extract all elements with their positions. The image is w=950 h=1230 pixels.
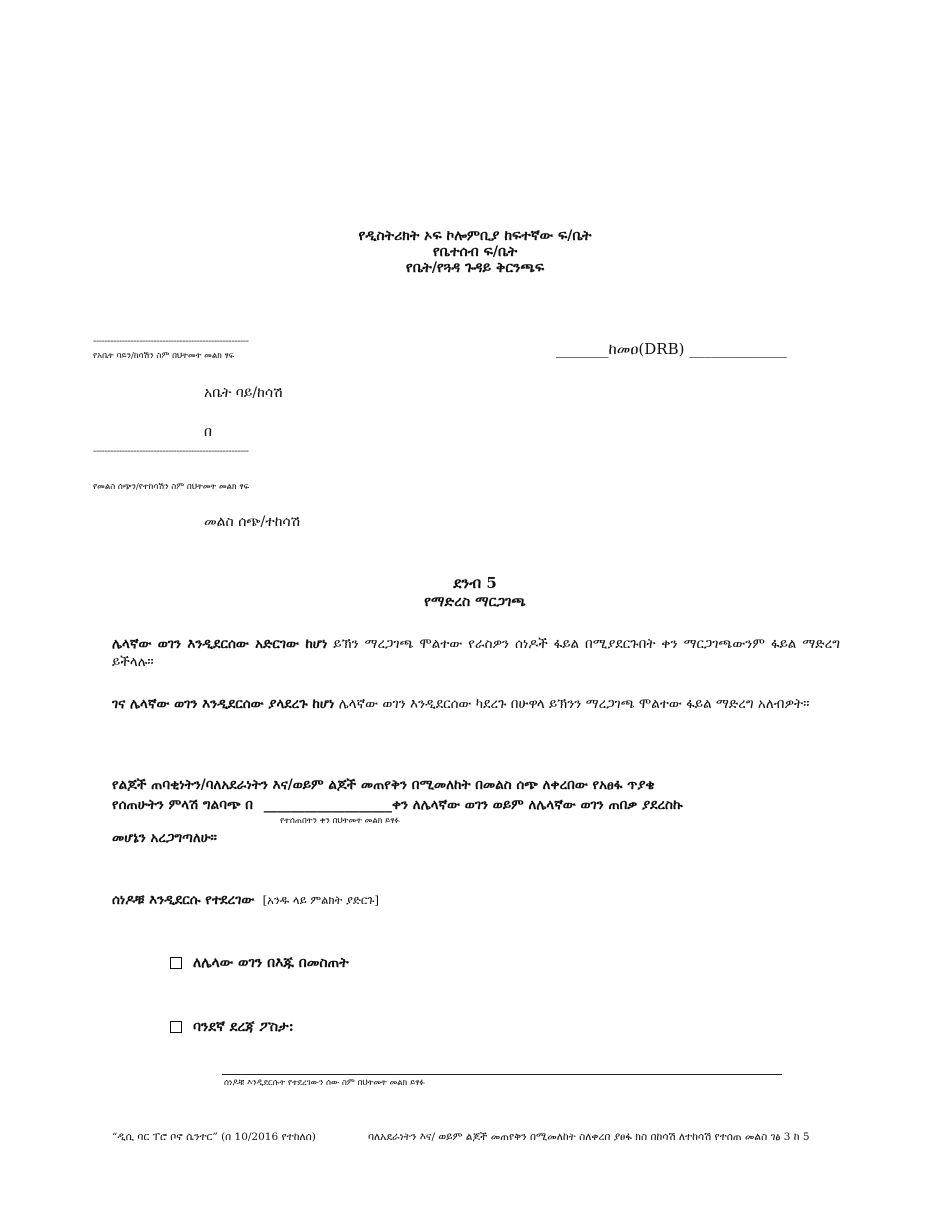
respondent-name-line: ------------------------------------------------------ [93, 446, 249, 457]
respondent-label: መልስ ሰጭ/ተከሳሽ [204, 514, 301, 530]
certification-line-1: የልጆች ጠባቂነትን/ባለአደራነትን እና/ወይም ልጆች መጠየቅን በሚመለከት በመልስ ሰጭ ለቀረበው የአፀፋ ጥያቄ [112, 777, 655, 793]
versus-label: በ [204, 424, 213, 440]
certification-line-3: መሆኔን አረጋግጣለሁ። [112, 830, 217, 846]
service-date-hint: የተሰጠበትን ቀን በህትመት መልክ ይፃፉ [280, 816, 400, 826]
plaintiff-name-line: ------------------------------------------------------ [93, 336, 249, 347]
case-number-blank: _____________ [689, 340, 787, 358]
certification-line-2-start: የሰጠሁትን ምላሽ ግልባጭ በ [112, 797, 253, 813]
server-name-line[interactable] [222, 1074, 782, 1075]
delivery-method-row [112, 892, 379, 908]
court-division: የቤተሰብ ፍ/ቤት [432, 244, 518, 260]
court-branch: የቤት/የጓዳ ጉዳይ ቅርንጫፍ [405, 260, 545, 276]
certification-line-2-end: ቀን ለሌላኛው ወገን ወይም ለሌላኛው ወገን ጠበቃ ያደረስኩ [391, 797, 683, 813]
instruction-paragraph-2 [112, 695, 840, 713]
server-name-hint: ሰነዶቹ እንዲደርሱት የተደረገውን ሰው ስም በህትመት መልክ ይፃፉ [224, 1078, 425, 1088]
instruction-paragraph-1 [112, 635, 840, 671]
respondent-name-hint: የመልስ ሰጭን/የተከሳሽን ስም በህትመት መልክ ፃፍ [93, 482, 250, 492]
rule-subtitle: የማድረስ ማርጋገጫ [424, 594, 526, 610]
instruction-1-bold: ሌላኛው ወገን እንዲደርሰው አድርገው ከሆነ [112, 636, 328, 652]
hand-delivery-checkbox[interactable] [170, 957, 182, 969]
case-number-label: ከመዐ(DRB) [608, 340, 685, 358]
instruction-2-text: ሌላኛው ወገን እንዲደርሰው ካደረጉ በሁዋላ ይኽንን ማረጋገጫ ሞልተው ፋይል ማድረግ አለብዎት። [334, 696, 810, 712]
first-class-mail-label: ባንደኛ ደረጃ ፖስታ: [193, 1019, 294, 1035]
rule-title: ደንብ 5 [453, 574, 497, 592]
plaintiff-label: አቤት ባይ/ከሳሽ [204, 385, 283, 401]
case-number-prefix: _______ [556, 340, 609, 358]
footer-right: ባለአደራነትን እና/ ወይም ልጆች መጠየቅን በሚመለከት ስለቀረበ ያፀፋ ክስ በከሳሽ ለተከሳሽ የተሰጠ መልስ ገፅ 3 ከ 5 [368, 1131, 810, 1143]
delivery-method-instruction: [አንዱ ላይ ምልክት ያድርጉ] [262, 893, 379, 907]
service-date-blank[interactable]: ___________________ [263, 797, 392, 813]
instruction-1-text: ይኽን ማረጋገጫ ሞልተው የራስዎን ሰነዶች ፋይል በሚያደርጉበት ቀን ማርጋገጫውንም ፋይል ማድረግ ይችላሉ። [112, 636, 841, 670]
footer-left: “ዲሲ ባር ፐሮ ቦኖ ሴንተር” (በ 10/2016 የተከለሰ) [112, 1131, 316, 1143]
first-class-mail-checkbox[interactable] [170, 1021, 182, 1033]
court-name: የዲስትሪክት ኦፍ ኮሎምቢያ ከፍተኛው ፍ/ቤት [358, 228, 592, 244]
certification-line-2 [112, 797, 683, 813]
case-number-field[interactable] [556, 340, 787, 358]
instruction-2-bold: ገና ሌላኛው ወገን እንዲደርሰው ያላደረጉ ከሆነ [112, 696, 335, 712]
plaintiff-name-hint: የአቤት ባይን/ከሳሽን ስም በህትመት መልክ ፃፍ [93, 351, 235, 361]
hand-delivery-label: ለሌላው ወገን በእጁ በመስጠት [193, 955, 349, 971]
delivery-method-label: ሰነዶቹ እንዲደርሱ የተደረገው [112, 892, 255, 908]
